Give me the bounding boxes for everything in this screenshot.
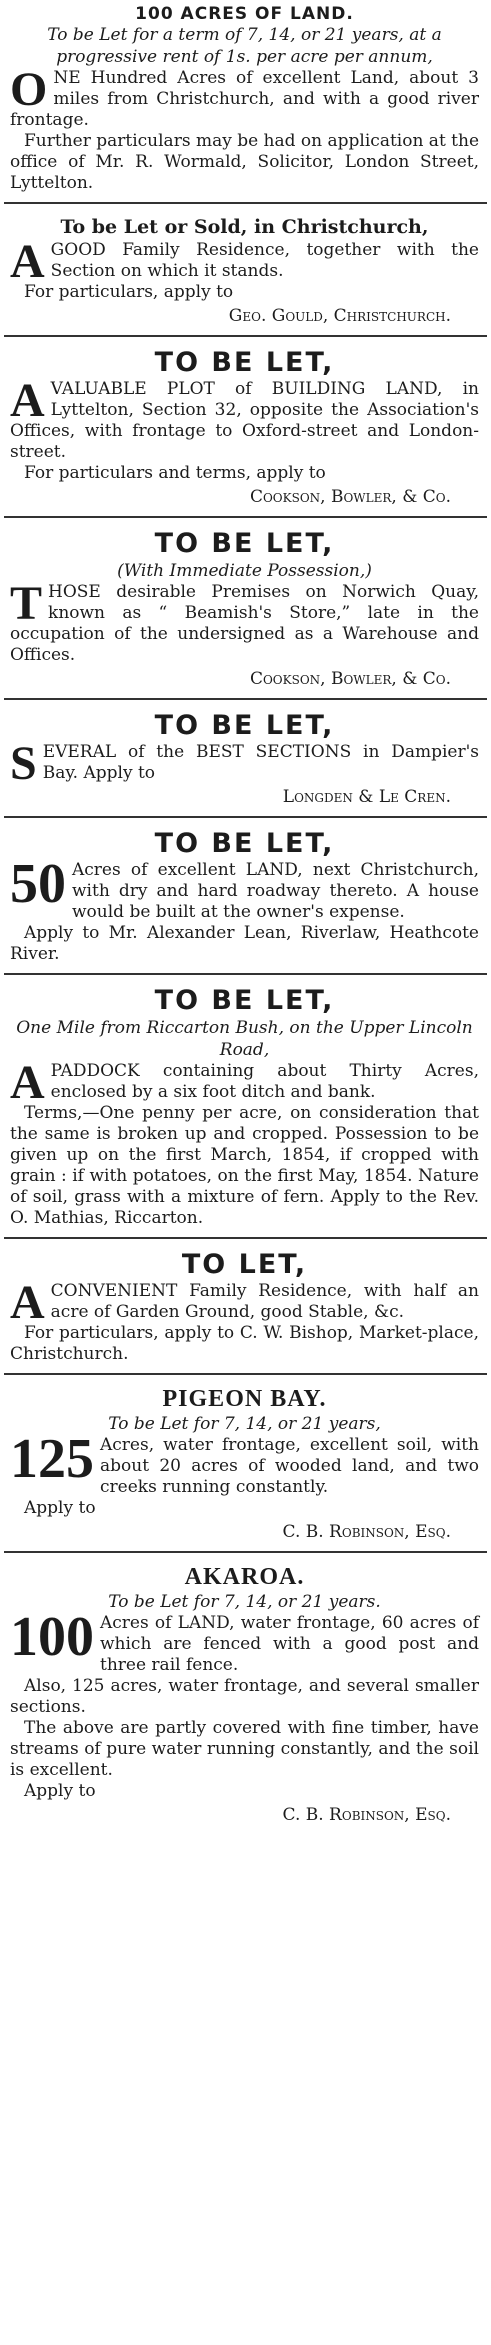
ad-body: For particulars, apply to C. W. Bishop, Market-place, Christchurch. bbox=[10, 1323, 479, 1364]
ad-lead-paragraph: ACONVENIENT Family Residence, with half an acre of Garden Ground, good Stable, &c. bbox=[10, 1276, 479, 1329]
ad-signature: Longden & Le Cren. bbox=[282, 787, 451, 807]
ad-body: Apply to bbox=[24, 1781, 96, 1801]
drop-cap: A bbox=[10, 1056, 45, 1109]
ad-heading: TO LET, bbox=[181, 1249, 308, 1280]
divider bbox=[4, 1551, 487, 1553]
drop-cap: O bbox=[10, 63, 48, 116]
ad-lead-paragraph: 100 Acres of LAND, water frontage, 60 acres of which are fenced with a good post and three rail fence. bbox=[10, 1606, 479, 1675]
ad-body: Terms,—One penny per acre, on consideration that the same is broken up and cropped. Possession to be given up on the first March, 1854, if cropped with grain : if with potatoes, on the first May, 1854. Nature of soil, grass with a mixture of fern. Apply to the Rev. O. Mathias, Riccarton. bbox=[10, 1103, 479, 1228]
ad-heading: TO BE LET, bbox=[154, 985, 335, 1016]
ad-lead-paragraph: AVALUABLE PLOT of BUILDING LAND, in Lyttelton, Section 32, opposite the Association's Offices, with frontage to Oxford-street and London-street. bbox=[10, 374, 479, 462]
drop-cap: T bbox=[10, 577, 43, 630]
ad-building-land bbox=[0, 347, 491, 508]
divider bbox=[4, 816, 487, 818]
ad-100-acres bbox=[0, 4, 491, 194]
ad-body: Apply to Mr. Alexander Lean, Riverlaw, Heathcote River. bbox=[10, 923, 479, 964]
divider bbox=[4, 202, 487, 204]
drop-cap: A bbox=[10, 1276, 45, 1329]
ad-signature: Cookson, Bowler, & Co. bbox=[249, 669, 451, 689]
ad-body: Also, 125 acres, water frontage, and several smaller sections. bbox=[10, 1676, 479, 1717]
ad-subheading: To be Let for a term of 7, 14, or 21 years, at a progressive rent of 1s. per acre per annum, bbox=[47, 25, 442, 67]
divider bbox=[4, 1237, 487, 1239]
drop-number: 50 bbox=[10, 853, 66, 915]
divider bbox=[4, 1373, 487, 1375]
ad-signature: Cookson, Bowler, & Co. bbox=[249, 487, 451, 507]
ad-dampiers-bay bbox=[0, 710, 491, 808]
ad-lead-paragraph: AGOOD Family Residence, together with the Section on which it stands. bbox=[10, 235, 479, 288]
divider bbox=[4, 516, 487, 518]
ad-50-acres bbox=[0, 828, 491, 965]
ad-lead-paragraph: APADDOCK containing about Thirty Acres, enclosed by a six foot ditch and bank. bbox=[10, 1056, 479, 1109]
ad-subheading: (With Immediate Possession,) bbox=[117, 561, 372, 581]
ad-body: For particulars, apply to bbox=[24, 282, 234, 302]
ad-beamish-store bbox=[0, 528, 491, 690]
ad-lead-paragraph: THOSE desirable Premises on Norwich Quay, known as “ Beamish's Store,” late in the occupation of the undersigned as a Warehouse and Offices. bbox=[10, 577, 479, 665]
drop-number: 100 bbox=[10, 1606, 94, 1668]
ad-subheading: To be Let for 7, 14, or 21 years, bbox=[108, 1414, 381, 1434]
drop-cap: A bbox=[10, 374, 45, 427]
drop-cap: S bbox=[10, 737, 37, 790]
divider bbox=[4, 698, 487, 700]
ad-lead-paragraph: SEVERAL of the BEST SECTIONS in Dampier's Bay. Apply to bbox=[10, 737, 479, 790]
ad-family-residence bbox=[0, 214, 491, 327]
divider bbox=[4, 335, 487, 337]
drop-number: 125 bbox=[10, 1428, 94, 1490]
ad-heading: TO BE LET, bbox=[154, 828, 335, 859]
ad-lead-paragraph: 125 Acres, water frontage, excellent soil, with about 20 acres of wooded land, and two creeks running constantly. bbox=[10, 1428, 479, 1497]
divider bbox=[4, 973, 487, 975]
ad-signature: Geo. Gould, Christchurch. bbox=[228, 306, 451, 326]
drop-cap: A bbox=[10, 235, 45, 288]
ad-convenient-residence bbox=[0, 1249, 491, 1365]
ad-body: The above are partly covered with fine timber, have streams of pure water running constantly, and the soil is excellent. bbox=[10, 1718, 479, 1780]
ad-akaroa bbox=[0, 1563, 491, 1826]
ad-heading: AKAROA. bbox=[184, 1564, 305, 1590]
ad-pigeon-bay bbox=[0, 1385, 491, 1543]
ad-heading: 100 ACRES OF LAND. bbox=[135, 4, 354, 24]
ad-lead-paragraph: ONE Hundred Acres of excellent Land, about 3 miles from Christchurch, and with a good river frontage. bbox=[10, 63, 479, 130]
ad-lead-paragraph: 50 Acres of excellent LAND, next Christchurch, with dry and hard roadway thereto. A house would be built at the owner's expense. bbox=[10, 853, 479, 922]
ad-heading: TO BE LET, bbox=[154, 710, 335, 741]
ad-subheading: To be Let for 7, 14, or 21 years. bbox=[108, 1592, 381, 1612]
ad-body: Further particulars may be had on application at the office of Mr. R. Wormald, Solicitor, London Street, Lyttelton. bbox=[10, 131, 480, 193]
ad-signature: C. B. Robinson, Esq. bbox=[282, 1522, 451, 1542]
ad-paddock bbox=[0, 985, 491, 1229]
ad-heading: PIGEON BAY. bbox=[162, 1386, 327, 1412]
ad-heading: TO BE LET, bbox=[154, 528, 335, 559]
ad-body: For particulars and terms, apply to bbox=[24, 463, 326, 483]
ad-heading: TO BE LET, bbox=[154, 347, 335, 378]
ad-subheading: One Mile from Riccarton Bush, on the Upper Lincoln Road, bbox=[16, 1018, 473, 1060]
ad-body: Apply to bbox=[24, 1498, 96, 1518]
ad-heading: To be Let or Sold, in Christchurch, bbox=[60, 216, 429, 238]
ad-signature: C. B. Robinson, Esq. bbox=[282, 1805, 451, 1825]
